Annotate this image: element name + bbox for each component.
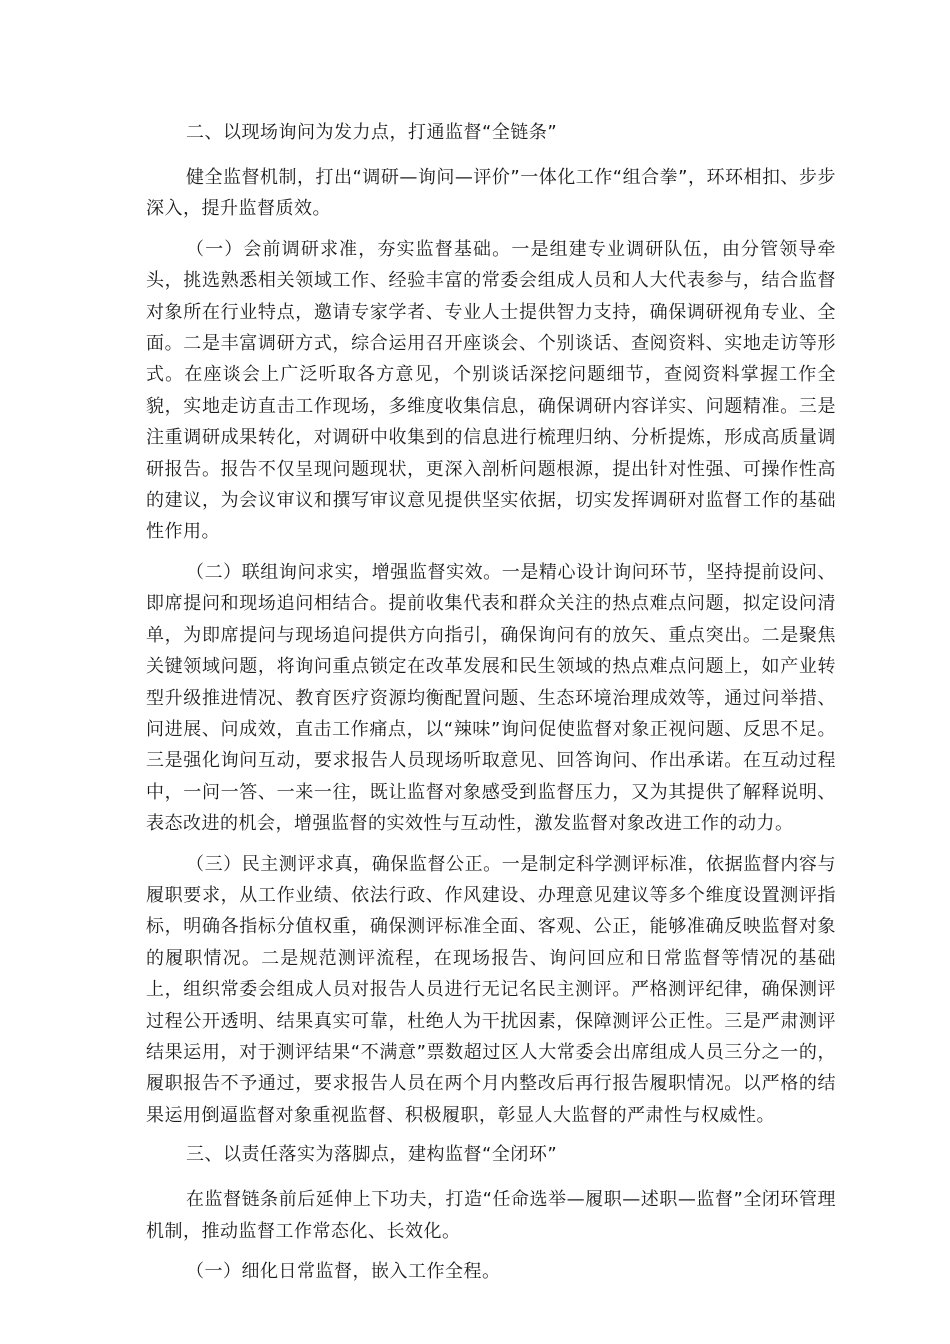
section-intro-2: 健全监督机制，打出“调研—询问—评价”一体化工作“组合拳”，环环相扣、步步深入，提升监督质效。	[146, 167, 836, 220]
document-page	[146, 118, 836, 1296]
paragraph-2-3: （三）民主测评求真，确保监督公正。一是制定科学测评标准，依据监督内容与履职要求，从工作业绩、依法行政、作风建设、办理意见建议等多个维度设置测评指标，明确各指标分值权重，确保测评标准全面、客观、公正，能够准确反映监督对象的履职情况。二是规范测评流程，在现场报告、询问回应和日常监督等情况的基础上，组织常委会组成人员对报告人员进行无记名民主测评。严格测评纪律，确保测评过程公开透明、结果真实可靠，杜绝人为干扰因素，保障测评公正性。三是严肃测评结果运用，对于测评结果“不满意”票数超过区人大常委会出席组成人员三分之一的，履职报告不予通过，要求报告人员在两个月内整改后再行报告履职情况。以严格的结果运用倒逼监督对象重视监督、积极履职，彰显人大监督的严肃性与权威性。	[146, 853, 836, 1126]
paragraph-2-2: （二）联组询问求实，增强监督实效。一是精心设计询问环节，坚持提前设问、即席提问和现场追问相结合。提前收集代表和群众关注的热点难点问题，拟定设问清单，为即席提问与现场追问提供方向指引，确保询问有的放矢、重点突出。二是聚焦关键领域问题，将询问重点锁定在改革发展和民生领域的热点难点问题上，如产业转型升级推进情况、教育医疗资源均衡配置问题、生态环境治理成效等，通过问举措、问进展、问成效，直击工作痛点，以“辣味”询问促使监督对象正视问题、反思不足。三是强化询问互动，要求报告人员现场听取意见、回答询问、作出承诺。在互动过程中，一问一答、一来一往，既让监督对象感受到监督压力，又为其提供了解释说明、表态改进的机会，增强监督的实效性与互动性，激发监督对象改进工作的动力。	[146, 561, 836, 835]
paragraph-2-1: （一）会前调研求准，夯实监督基础。一是组建专业调研队伍，由分管领导牵头，挑选熟悉相关领域工作、经验丰富的常委会组成人员和人大代表参与，结合监督对象所在行业特点，邀请专家学者、专业人士提供智力支持，确保调研视角专业、全面。二是丰富调研方式，综合运用召开座谈会、个别谈话、查阅资料、实地走访等形式。在座谈会上广泛听取各方意见，个别谈话深挖问题细节，查阅资料掌握工作全貌，实地走访直击工作现场，多维度收集信息，确保调研内容详实、问题精准。三是注重调研成果转化，对调研中收集到的信息进行梳理归纳、分析提炼，形成高质量调研报告。报告不仅呈现问题现状，更深入剖析问题根源，提出针对性强、可操作性高的建议，为会议审议和撰写审议意见提供坚实依据，切实发挥调研对监督工作的基础性作用。	[146, 238, 836, 543]
section-intro-3: 在监督链条前后延伸上下功夫，打造“任命选举—履职—述职—监督”全闭环管理机制，推动监督工作常态化、长效化。	[146, 1189, 836, 1242]
section-heading-3: 三、以责任落实为落脚点，建构监督“全闭环”	[186, 1144, 558, 1166]
section-heading-2: 二、以现场询问为发力点，打通监督“全链条”	[186, 122, 558, 143]
paragraph-3-1: （一）细化日常监督，嵌入工作全程。	[186, 1261, 501, 1282]
